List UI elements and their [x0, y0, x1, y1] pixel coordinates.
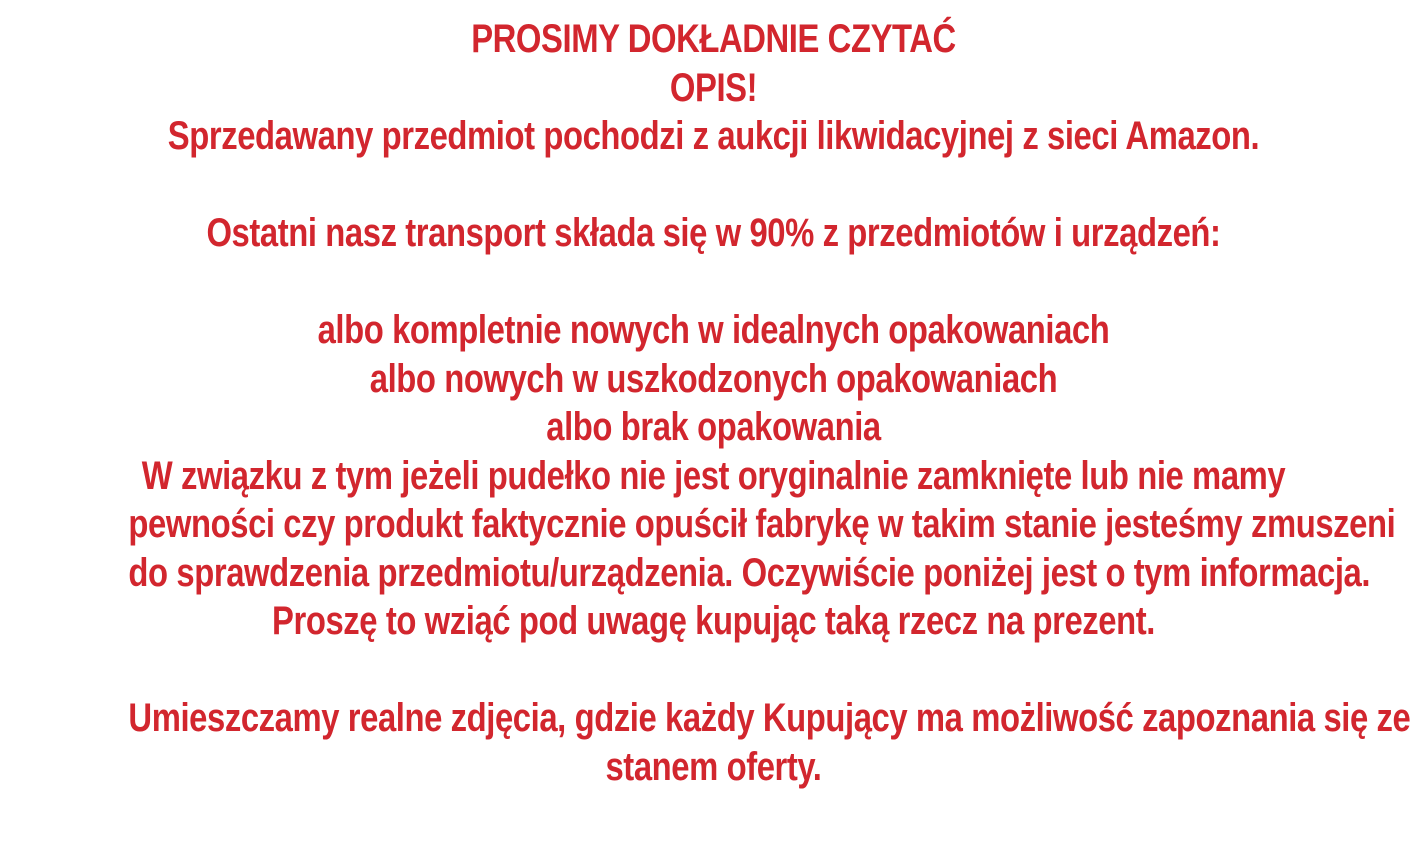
notice-line-photos-1: Umieszczamy realne zdjęcia, gdzie każdy Kupujący ma możliwość zapoznania się ze [128, 696, 1411, 740]
notice-line-transport: Ostatni nasz transport składa się w 90% z przedmiotów i urządzeń: [206, 211, 1221, 255]
notice-line-source: Sprzedawany przedmiot pochodzi z aukcji likwidacyjnej z sieci Amazon. [167, 114, 1260, 158]
notice-line-explain-3: do sprawdzenia przedmiotu/urządzenia. Oczywiście poniżej jest o tym informacja. [128, 550, 1371, 595]
notice-line-explain-2: pewności czy produkt faktycznie opuścił fabrykę w takim stanie jesteśmy zmuszeni [128, 502, 1396, 546]
notice-line-condition-3: albo brak opakowania [546, 405, 881, 449]
notice-blank-line [128, 258, 1298, 307]
notice-line-explain-1: W związku z tym jeżeli pudełko nie jest oryginalnie zamknięte lub nie mamy [141, 453, 1286, 498]
notice-line-condition-1: albo kompletnie nowych w idealnych opakowaniach [317, 308, 1110, 352]
notice-line-photos-2: stanem oferty. [605, 744, 822, 789]
notice-blank-line [128, 161, 1298, 210]
notice-line-condition-2: albo nowych w uszkodzonych opakowaniach [369, 356, 1058, 401]
notice-line-heading-2: OPIS! [669, 65, 758, 110]
notice-blank-line [128, 646, 1298, 695]
notice-line-gift-warning: Proszę to wziąć pod uwagę kupując taką rzecz na prezent. [272, 599, 1155, 643]
notice-line-heading-1: PROSIMY DOKŁADNIE CZYTAĆ [471, 17, 956, 61]
